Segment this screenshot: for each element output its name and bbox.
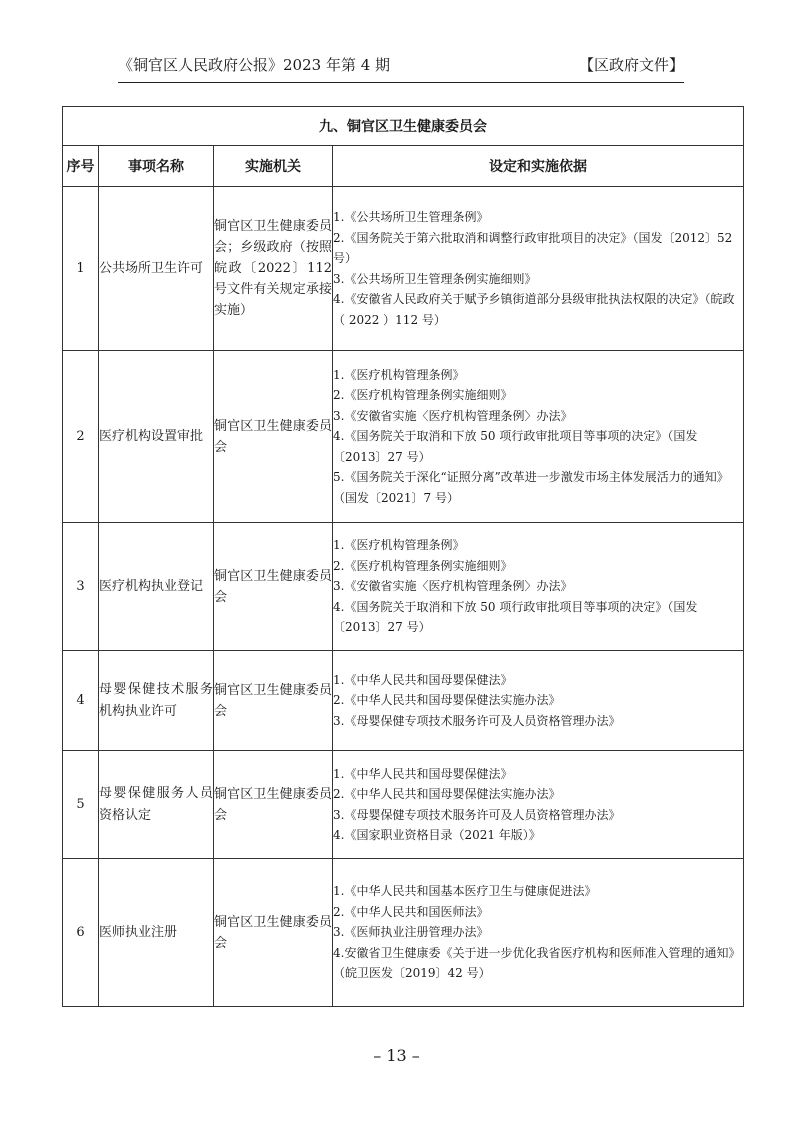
basis-item: 1.《医疗机构管理条例》 bbox=[333, 367, 465, 382]
basis-item: 1.《中华人民共和国母婴保健法》 bbox=[333, 672, 513, 687]
table-row bbox=[63, 187, 744, 351]
legal-basis bbox=[333, 859, 744, 1007]
basis-item: 3.《母婴保健专项技术服务许可及人员资格管理办法》 bbox=[333, 713, 621, 728]
legal-basis bbox=[333, 351, 744, 523]
basis-item: 2.《中华人民共和国医师法》 bbox=[333, 904, 489, 919]
column-header-org: 实施机关 bbox=[214, 146, 333, 187]
legal-basis bbox=[333, 187, 744, 351]
basis-item: 2.《中华人民共和国母婴保健法实施办法》 bbox=[333, 787, 561, 801]
basis-item: 1.《中华人民共和国母婴保健法》 bbox=[333, 766, 513, 781]
item-name: 医疗机构执业登记 bbox=[99, 523, 214, 651]
basis-item: 2.《医疗机构管理条例实施细则》 bbox=[333, 388, 513, 403]
legal-basis bbox=[333, 651, 744, 751]
page-header bbox=[118, 54, 684, 78]
column-header-no: 序号 bbox=[63, 146, 99, 187]
row-number: 6 bbox=[63, 859, 99, 1007]
table-row bbox=[63, 859, 744, 1007]
column-header-name: 事项名称 bbox=[99, 146, 214, 187]
table-row bbox=[63, 351, 744, 523]
implementing-agency: 铜官区卫生健康委员会 bbox=[214, 751, 333, 859]
basis-item: 2.《中华人民共和国母婴保健法实施办法》 bbox=[333, 693, 561, 708]
basis-item: 4.《国务院关于取消和下放 50 项行政审批项目等事项的决定》（国发〔2013〕27 号） bbox=[333, 429, 698, 464]
item-name: 医疗机构设置审批 bbox=[99, 351, 214, 523]
basis-item: 3.《安徽省实施〈医疗机构管理条例〉办法》 bbox=[333, 579, 573, 594]
basis-item: 1.《中华人民共和国基本医疗卫生与健康促进法》 bbox=[333, 884, 597, 899]
row-number: 3 bbox=[63, 523, 99, 651]
implementing-agency: 铜官区卫生健康委员会 bbox=[214, 651, 333, 751]
basis-item: 3.《母婴保健专项技术服务许可及人员资格管理办法》 bbox=[333, 807, 621, 822]
implementing-agency: 铜官区卫生健康委员会 bbox=[214, 859, 333, 1007]
table-header-row bbox=[63, 146, 744, 187]
basis-item: 4.安徽省卫生健康委《关于进一步优化我省医疗机构和医师准入管理的通知》（皖卫医发〔2019〕42 号） bbox=[333, 945, 741, 981]
row-number: 2 bbox=[63, 351, 99, 523]
legal-basis bbox=[333, 523, 744, 651]
basis-item: 1.《医疗机构管理条例》 bbox=[333, 538, 465, 553]
item-name: 母婴保健服务人员资格认定 bbox=[99, 751, 214, 859]
journal-title: 《铜官区人民政府公报》2023 年第 4 期 bbox=[118, 56, 391, 74]
basis-item: 4.《国务院关于取消和下放 50 项行政审批项目等事项的决定》（国发〔2013〕27 号） bbox=[333, 599, 698, 635]
basis-item: 4.《安徽省人民政府关于赋予乡镇街道部分县级审批执法权限的决定》（皖政（ 2022 ）112 号） bbox=[333, 292, 735, 327]
table-section-title: 九、铜官区卫生健康委员会 bbox=[63, 107, 744, 146]
table-row bbox=[63, 751, 744, 859]
implementing-agency: 铜官区卫生健康委员会 bbox=[214, 523, 333, 651]
section-label: 【区政府文件】 bbox=[578, 56, 684, 74]
legal-basis bbox=[333, 751, 744, 859]
basis-item: 5.《国务院关于深化“证照分离”改革进一步激发市场主体发展活力的通知》（国发〔2021〕7 号） bbox=[333, 470, 729, 505]
basis-item: 3.《医师执业注册管理办法》 bbox=[333, 925, 489, 940]
item-name: 医师执业注册 bbox=[99, 859, 214, 1007]
basis-item: 3.《公共场所卫生管理条例实施细则》 bbox=[333, 271, 537, 286]
basis-item: 2.《国务院关于第六批取消和调整行政审批项目的决定》（国发〔2012〕52 号） bbox=[333, 230, 733, 265]
row-number: 4 bbox=[63, 651, 99, 751]
basis-item: 4.《国家职业资格目录（2021 年版）》 bbox=[333, 828, 541, 842]
basis-item: 3.《安徽省实施〈医疗机构管理条例〉办法》 bbox=[333, 408, 573, 423]
header-divider bbox=[118, 82, 684, 83]
basis-item: 2.《医疗机构管理条例实施细则》 bbox=[333, 558, 513, 573]
table-row bbox=[63, 523, 744, 651]
implementing-agency: 铜官区卫生健康委员会；乡级政府（按照皖政〔2022〕112 号文件有关规定承接实施） bbox=[214, 187, 333, 351]
row-number: 5 bbox=[63, 751, 99, 859]
approval-items-table bbox=[62, 106, 744, 1007]
item-name: 母婴保健技术服务机构执业许可 bbox=[99, 651, 214, 751]
row-number: 1 bbox=[63, 187, 99, 351]
page-number: – 13 – bbox=[373, 1046, 420, 1065]
table-row bbox=[63, 651, 744, 751]
basis-item: 1.《公共场所卫生管理条例》 bbox=[333, 210, 489, 224]
column-header-basis: 设定和实施依据 bbox=[333, 146, 744, 187]
implementing-agency: 铜官区卫生健康委员会 bbox=[214, 351, 333, 523]
item-name: 公共场所卫生许可 bbox=[99, 187, 214, 351]
